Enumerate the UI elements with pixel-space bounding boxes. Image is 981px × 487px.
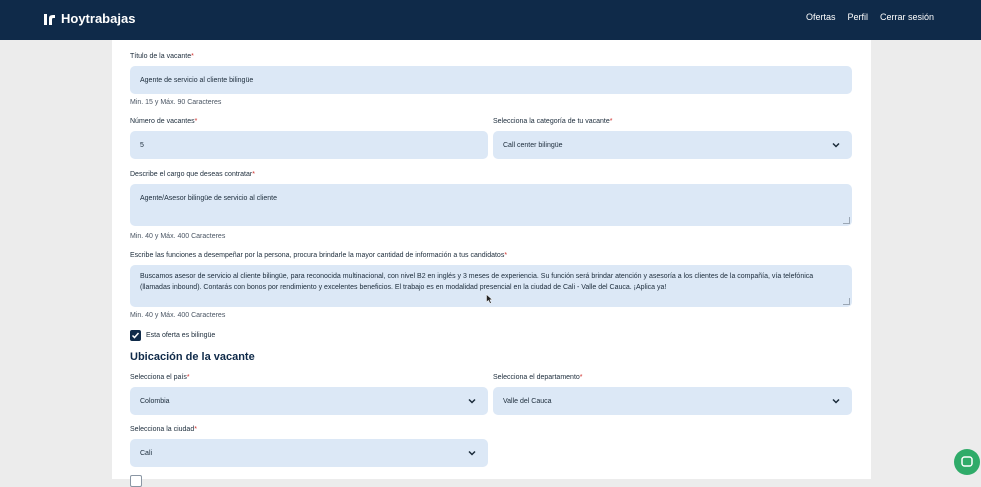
- department-select[interactable]: [493, 387, 852, 415]
- check-icon: [130, 330, 141, 341]
- city-select[interactable]: [130, 439, 488, 467]
- brand-name: Hoytrabajas: [61, 11, 136, 26]
- position-text: Agente/Asesor bilingüe de servicio al cliente: [140, 195, 277, 202]
- bilingual-checkbox[interactable]: [130, 330, 141, 341]
- next-checkbox[interactable]: [130, 475, 142, 487]
- form-panel: [112, 40, 871, 479]
- chat-icon: [961, 456, 973, 468]
- nav-cerrar-sesion[interactable]: Cerrar sesión: [879, 12, 934, 22]
- main-nav: [806, 12, 934, 22]
- location-section-title: Ubicación de la vacante: [130, 351, 255, 363]
- position-textarea[interactable]: [130, 184, 852, 226]
- title-hint: Min. 15 y Máx. 90 Caracteres: [130, 99, 222, 106]
- country-label: Selecciona el país*: [130, 374, 190, 381]
- resize-handle[interactable]: [843, 298, 850, 305]
- chevron-down-icon: [831, 140, 841, 150]
- top-navbar: [0, 0, 981, 40]
- logo-icon: [43, 12, 57, 26]
- chat-button[interactable]: [954, 449, 980, 475]
- resize-handle[interactable]: [843, 217, 850, 224]
- bilingual-label[interactable]: Esta oferta es bilingüe: [146, 332, 216, 339]
- position-label: Describe el cargo que deseas contratar*: [130, 171, 255, 178]
- country-select[interactable]: [130, 387, 488, 415]
- functions-label: Escribe las funciones a desempeñar por la persona, procura brindarle la mayor cantidad de información a tus candidatos*: [130, 252, 508, 259]
- nav-perfil[interactable]: Perfil: [847, 12, 868, 22]
- country-value: Colombia: [140, 397, 170, 405]
- vacancies-input[interactable]: 5: [130, 131, 488, 159]
- department-label: Selecciona el departamento*: [493, 374, 583, 381]
- category-select[interactable]: [493, 131, 852, 159]
- cursor-icon: [486, 294, 493, 304]
- title-label: Título de la vacante*: [130, 53, 194, 60]
- chevron-down-icon: [467, 396, 477, 406]
- vacancies-label: Número de vacantes*: [130, 118, 198, 125]
- nav-ofertas[interactable]: Ofertas: [805, 12, 836, 22]
- chevron-down-icon: [831, 396, 841, 406]
- position-hint: Min. 40 y Máx. 400 Caracteres: [130, 233, 226, 240]
- category-value: Call center bilingüe: [503, 141, 563, 149]
- functions-text: Buscamos asesor de servicio al cliente bilingüe, para reconocida multinacional, con nivel B2 en inglés y 3 meses de experiencia. Su función será brindar atención y asesoría a los clientes de la compañía, vía telefónica (llamadas inbound). Contarás con bonos por rendimiento y excelentes beneficios. El trabajo es en modalidad presencial en la ciudad de Cali - Valle del Cauca. ¡Aplica ya!: [140, 273, 814, 291]
- functions-hint: Min. 40 y Máx. 400 Caracteres: [130, 312, 226, 319]
- chevron-down-icon: [467, 448, 477, 458]
- title-input[interactable]: Agente de servicio al cliente bilingüe: [130, 66, 852, 94]
- brand-logo[interactable]: [43, 11, 135, 26]
- city-label: Selecciona la ciudad*: [130, 426, 197, 433]
- category-label: Selecciona la categoría de tu vacante*: [493, 118, 613, 125]
- city-value: Cali: [140, 449, 153, 457]
- department-value: Valle del Cauca: [503, 397, 552, 405]
